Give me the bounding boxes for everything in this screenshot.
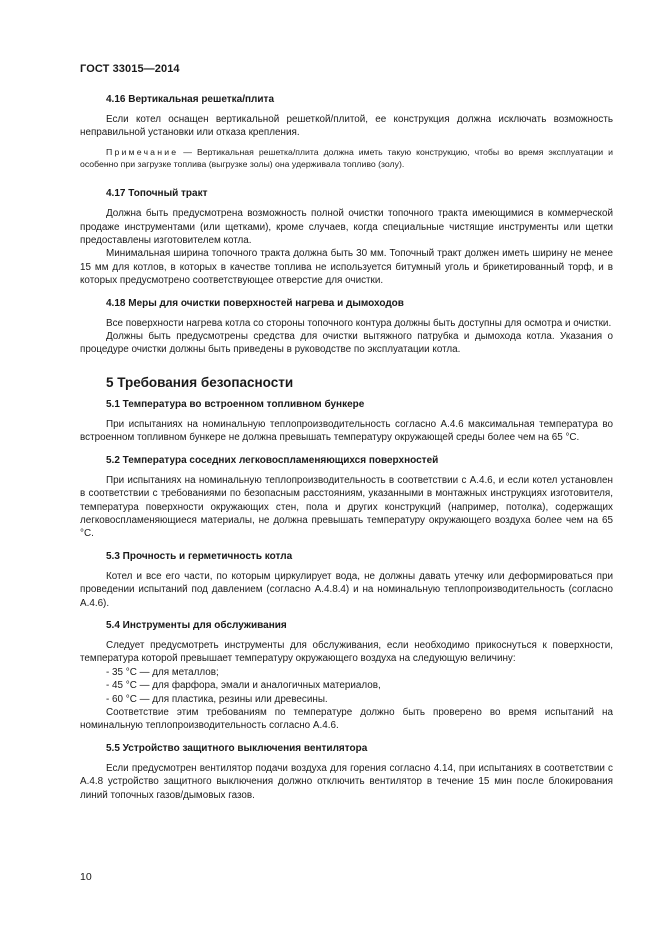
- note-label: Примечание: [106, 146, 179, 157]
- section-4-18-heading: 4.18 Меры для очистки поверхностей нагрева и дымоходов: [106, 297, 404, 309]
- section-5-2-heading: 5.2 Температура соседних легковоспламеняющихся поверхностей: [106, 454, 439, 466]
- document-body: [80, 93, 613, 802]
- section-5-3-heading: 5.3 Прочность и герметичность котла: [106, 550, 293, 562]
- section-4-17-paragraph-2: Минимальная ширина топочного тракта должна быть 30 мм. Топочный тракт должен иметь ширину не менее 15 мм для котлов, в которых в качестве топлива не используется битумный уголь и брикетированный торф, и в которых предусмотрено соответствующее отверстие для очистки.: [80, 248, 613, 287]
- section-5-5-heading: 5.5 Устройство защитного выключения вентилятора: [106, 742, 368, 754]
- section-5-3-paragraph-1: Котел и все его части, по которым циркулирует вода, не должны давать утечку или деформироваться при проведении испытаний под давлением (согласно А.4.8.4) и на номинальную теплопроизводительность (согласно А.4.6).: [80, 570, 613, 609]
- list-item: - 60 °C — для пластика, резины или древесины.: [106, 693, 328, 705]
- section-4-16-heading: 4.16 Вертикальная решетка/плита: [106, 94, 275, 105]
- section-4-16-paragraph-1: Если котел оснащен вертикальной решеткой/плитой, ее конструкция должна исключать возможность неправильной установки или отказа крепления.: [80, 114, 613, 139]
- page-number: 10: [80, 871, 92, 883]
- document-header: ГОСТ 33015—2014: [80, 63, 180, 75]
- section-5-4-heading: 5.4 Инструменты для обслуживания: [106, 619, 287, 631]
- list-item: - 45 °C — для фарфора, эмали и аналогичных материалов,: [106, 680, 381, 692]
- list-item: - 35 °C — для металлов;: [106, 666, 219, 678]
- section-4-17-paragraph-1: Должна быть предусмотрена возможность полной очистки топочного тракта имеющимися в коммерческой продаже инструментами (или щетками), кроме случаев, когда специальные чистящие инструменты или щетки предоставлены изготовителем котла.: [80, 208, 613, 247]
- note-text: — Вертикальная решетка/плита должна иметь такую конструкцию, чтобы во время эксплуатации и особенно при загрузке топлива (выгрузке золы) она удерживала топливо (золу).: [80, 146, 613, 170]
- section-4-18-paragraph-2: Должны быть предусмотрены средства для очистки вытяжного патрубка и дымохода котла. Указания о процедуре очистки должны быть приведены в руководстве по эксплуатации котла.: [80, 331, 613, 356]
- section-4-17-heading: 4.17 Топочный тракт: [106, 188, 208, 200]
- section-5-1-heading: 5.1 Температура во встроенном топливном бункере: [106, 398, 365, 410]
- section-5-4-paragraph-1: Следует предусмотреть инструменты для обслуживания, если необходимо прикоснуться к поверхности, температура которой превышает температуру окружающего воздуха на следующую величину:: [80, 639, 613, 665]
- section-4-16-note: [80, 146, 613, 170]
- section-5-heading: 5 Требования безопасности: [106, 374, 294, 390]
- section-5-5-paragraph-1: Если предусмотрен вентилятор подачи воздуха для горения согласно 4.14, при испытаниях в соответствии с А.4.8 устройство защитного выключения должно отключить вентилятор в течение 15 мин после блокирования линий топочных газов/дымовых газов.: [80, 762, 613, 801]
- section-5-4-paragraph-2: Соответствие этим требованиям по температуре должно быть проверено во время испытаний на номинальную теплопроизводительность согласно А.4.6.: [80, 706, 613, 732]
- section-5-1-paragraph-1: При испытаниях на номинальную теплопроизводительность согласно А.4.6 максимальная температура во встроенном топливном бункере не должна превышать температуру окружающей среды более чем на 65 °C.: [80, 418, 613, 444]
- section-5-2-paragraph-1: При испытаниях на номинальную теплопроизводительность в соответствии с А.4.6, и если котел установлен в соответствии с требованиями по безопасным расстояниям, указанными в монтажных инструкциях изготовителя, температура поверхности окружающих стен, пола и других конструкций (например, потолка), содержащих легковоспламеняющиеся материалы, не должна превышать температуру окружающего воздуха более чем на 65 °C.: [80, 474, 613, 540]
- section-4-18-paragraph-1: Все поверхности нагрева котла со стороны топочного контура должны быть доступны для осмотра и очистки.: [106, 317, 612, 329]
